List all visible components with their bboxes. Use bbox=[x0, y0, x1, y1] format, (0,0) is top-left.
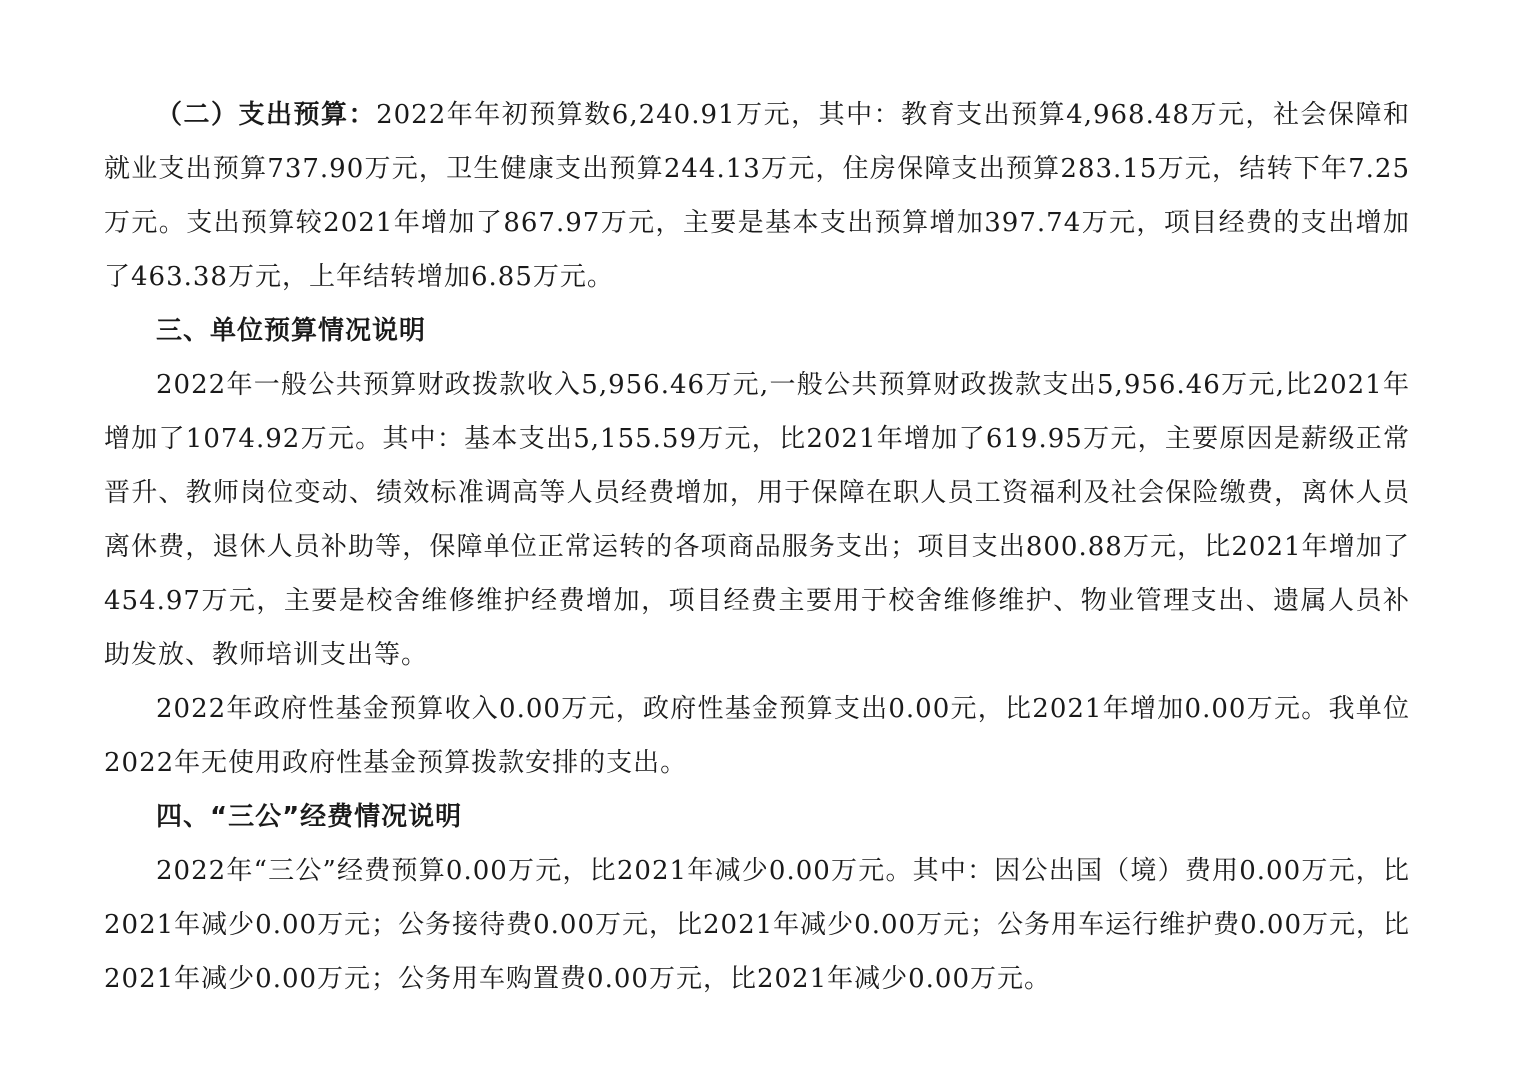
general-public-budget-paragraph: 2022年一般公共预算财政拨款收入5,956.46万元,一般公共预算财政拨款支出5,956.46万元,比2021年增加了1074.92万元。其中：基本支出5,155.59万元，比2021年增加了619.95万元，主要原因是薪级正常晋升、教师岗位变动、绩效标准调高等人员经费增加，用于保障在职人员工资福利及社会保险缴费，离休人员离休费，退休人员补助等，保障单位正常运转的各项商品服务支出；项目支出800.88万元，比2021年增加了454.97万元，主要是校舍维修维护经费增加，项目经费主要用于校舍维修维护、物业管理支出、遗属人员补助发放、教师培训支出等。 bbox=[104, 370, 1410, 670]
expenditure-budget-paragraph bbox=[104, 88, 1410, 304]
section-heading-unit-budget: 三、单位预算情况说明 bbox=[156, 316, 427, 346]
expenditure-budget-lead: （二）支出预算： bbox=[156, 100, 377, 130]
three-public-expenses-paragraph: 2022年“三公”经费预算0.00万元，比2021年减少0.00万元。其中：因公出国（境）费用0.00万元，比2021年减少0.00万元；公务接待费0.00万元，比2021年减少0.00万元；公务用车运行维护费0.00万元，比2021年减少0.00万元；公务用车购置费0.00万元，比2021年减少0.00万元。 bbox=[104, 856, 1410, 994]
document-page bbox=[104, 88, 1410, 1006]
government-fund-budget-paragraph: 2022年政府性基金预算收入0.00万元，政府性基金预算支出0.00元，比2021年增加0.00万元。我单位2022年无使用政府性基金预算拨款安排的支出。 bbox=[104, 694, 1410, 778]
expenditure-budget-body: 2022年年初预算数6,240.91万元，其中：教育支出预算4,968.48万元，社会保障和就业支出预算737.90万元，卫生健康支出预算244.13万元，住房保障支出预算283.15万元，结转下年7.25万元。支出预算较2021年增加了867.97万元，主要是基本支出预算增加397.74万元，项目经费的支出增加了463.38万元，上年结转增加6.85万元。 bbox=[104, 100, 1410, 292]
section-heading-three-public-expenses: 四、“三公”经费情况说明 bbox=[156, 802, 463, 832]
